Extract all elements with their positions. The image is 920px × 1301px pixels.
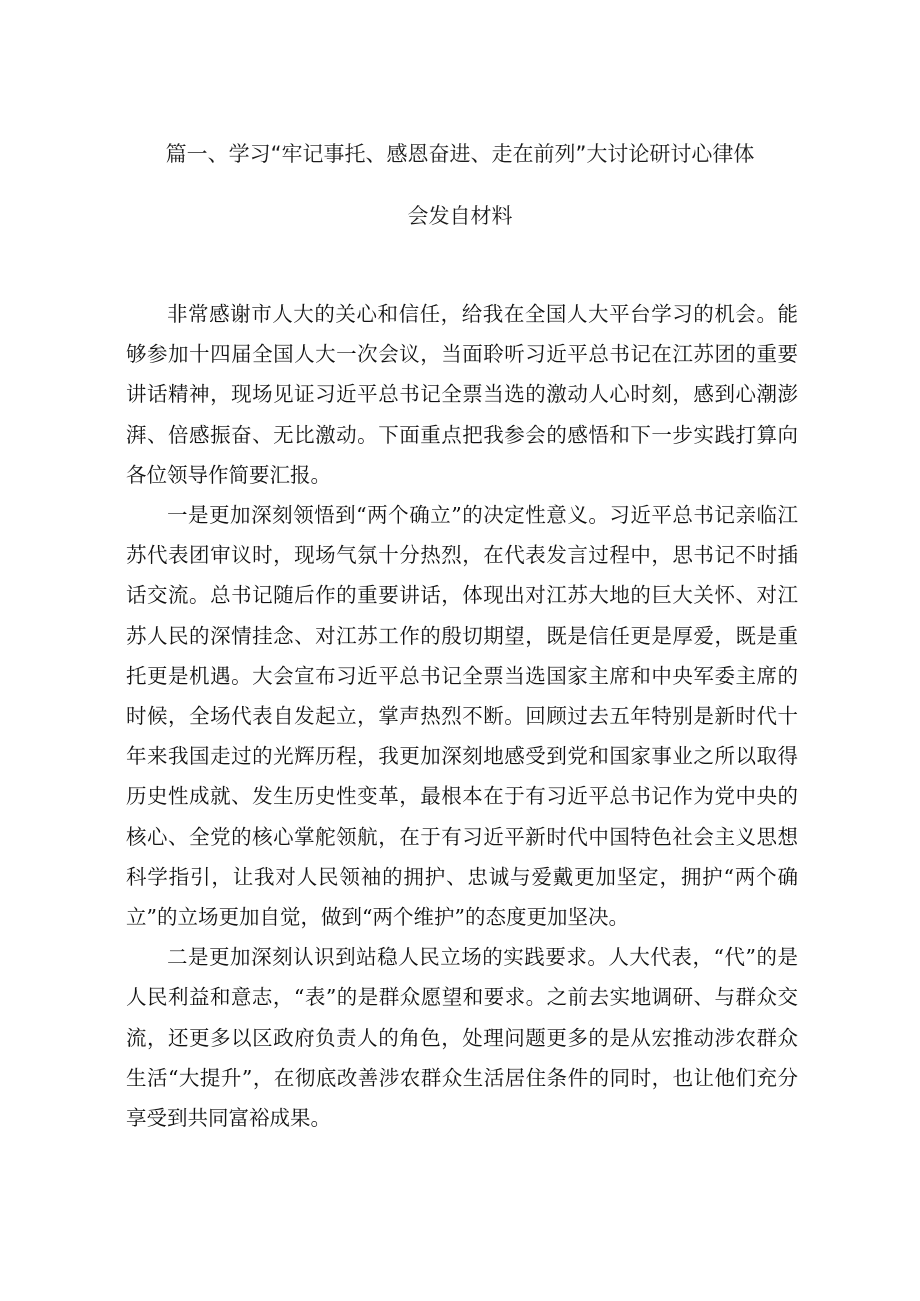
document-title-line-2: 会发自材料 xyxy=(407,204,513,228)
paragraph-intro: 非常感谢市人大的关心和信任，给我在全国人大平台学习的机会。能够参加十四届全国人大一次会议，当面聆听习近平总书记在江苏团的重要讲话精神，现场见证习近平总书记全票当选的激动人心时刻，感到心潮澎湃、倍感振奋、无比激动。下面重点把我参会的感悟和下一步实践打算向各位领导作简要汇报。 xyxy=(126,302,798,487)
paragraph-point-one: 一是更加深刻领悟到“两个确立”的决定性意义。习近平总书记亲临江苏代表团审议时，现场气氛十分热烈，在代表发言过程中，思书记不时插话交流。总书记随后作的重要讲话，体现出对江苏大地的巨大关怀、对江苏人民的深情挂念、对江苏工作的殷切期望，既是信任更是厚爱，既是重托更是机遇。大会宣布习近平总书记全票当选国家主席和中央军委主席的时候，全场代表自发起立，掌声热烈不断。回顾过去五年特别是新时代十年来我国走过的光辉历程，我更加深刻地感受到党和国家事业之所以取得历史性成就、发生历史性变革，最根本在于有习近平总书记作为党中央的核心、全党的核心掌舵领航，在于有习近平新时代中国特色社会主义思想科学指引，让我对人民领袖的拥护、忠诚与爱戴更加坚定，拥护“两个确立”的立场更加自觉，做到“两个维护”的态度更加坚决。 xyxy=(126,503,798,930)
document-title-line-1: 篇一、学习“牢记事托、感恩奋进、走在前列”大讨论研讨心律体 xyxy=(165,142,755,166)
document-body xyxy=(126,294,798,1138)
paragraph-point-two: 二是更加深刻认识到站稳人民立场的实践要求。人大代表，“代”的是人民利益和意志，“表”的是群众愿望和要求。之前去实地调研、与群众交流，还更多以区政府负责人的角色，处理问题更多的是从宏推动涉农群众生活“大提升”，在彻底改善涉农群众生活居住条件的同时，也让他们充分享受到共同富裕成果。 xyxy=(126,945,798,1131)
